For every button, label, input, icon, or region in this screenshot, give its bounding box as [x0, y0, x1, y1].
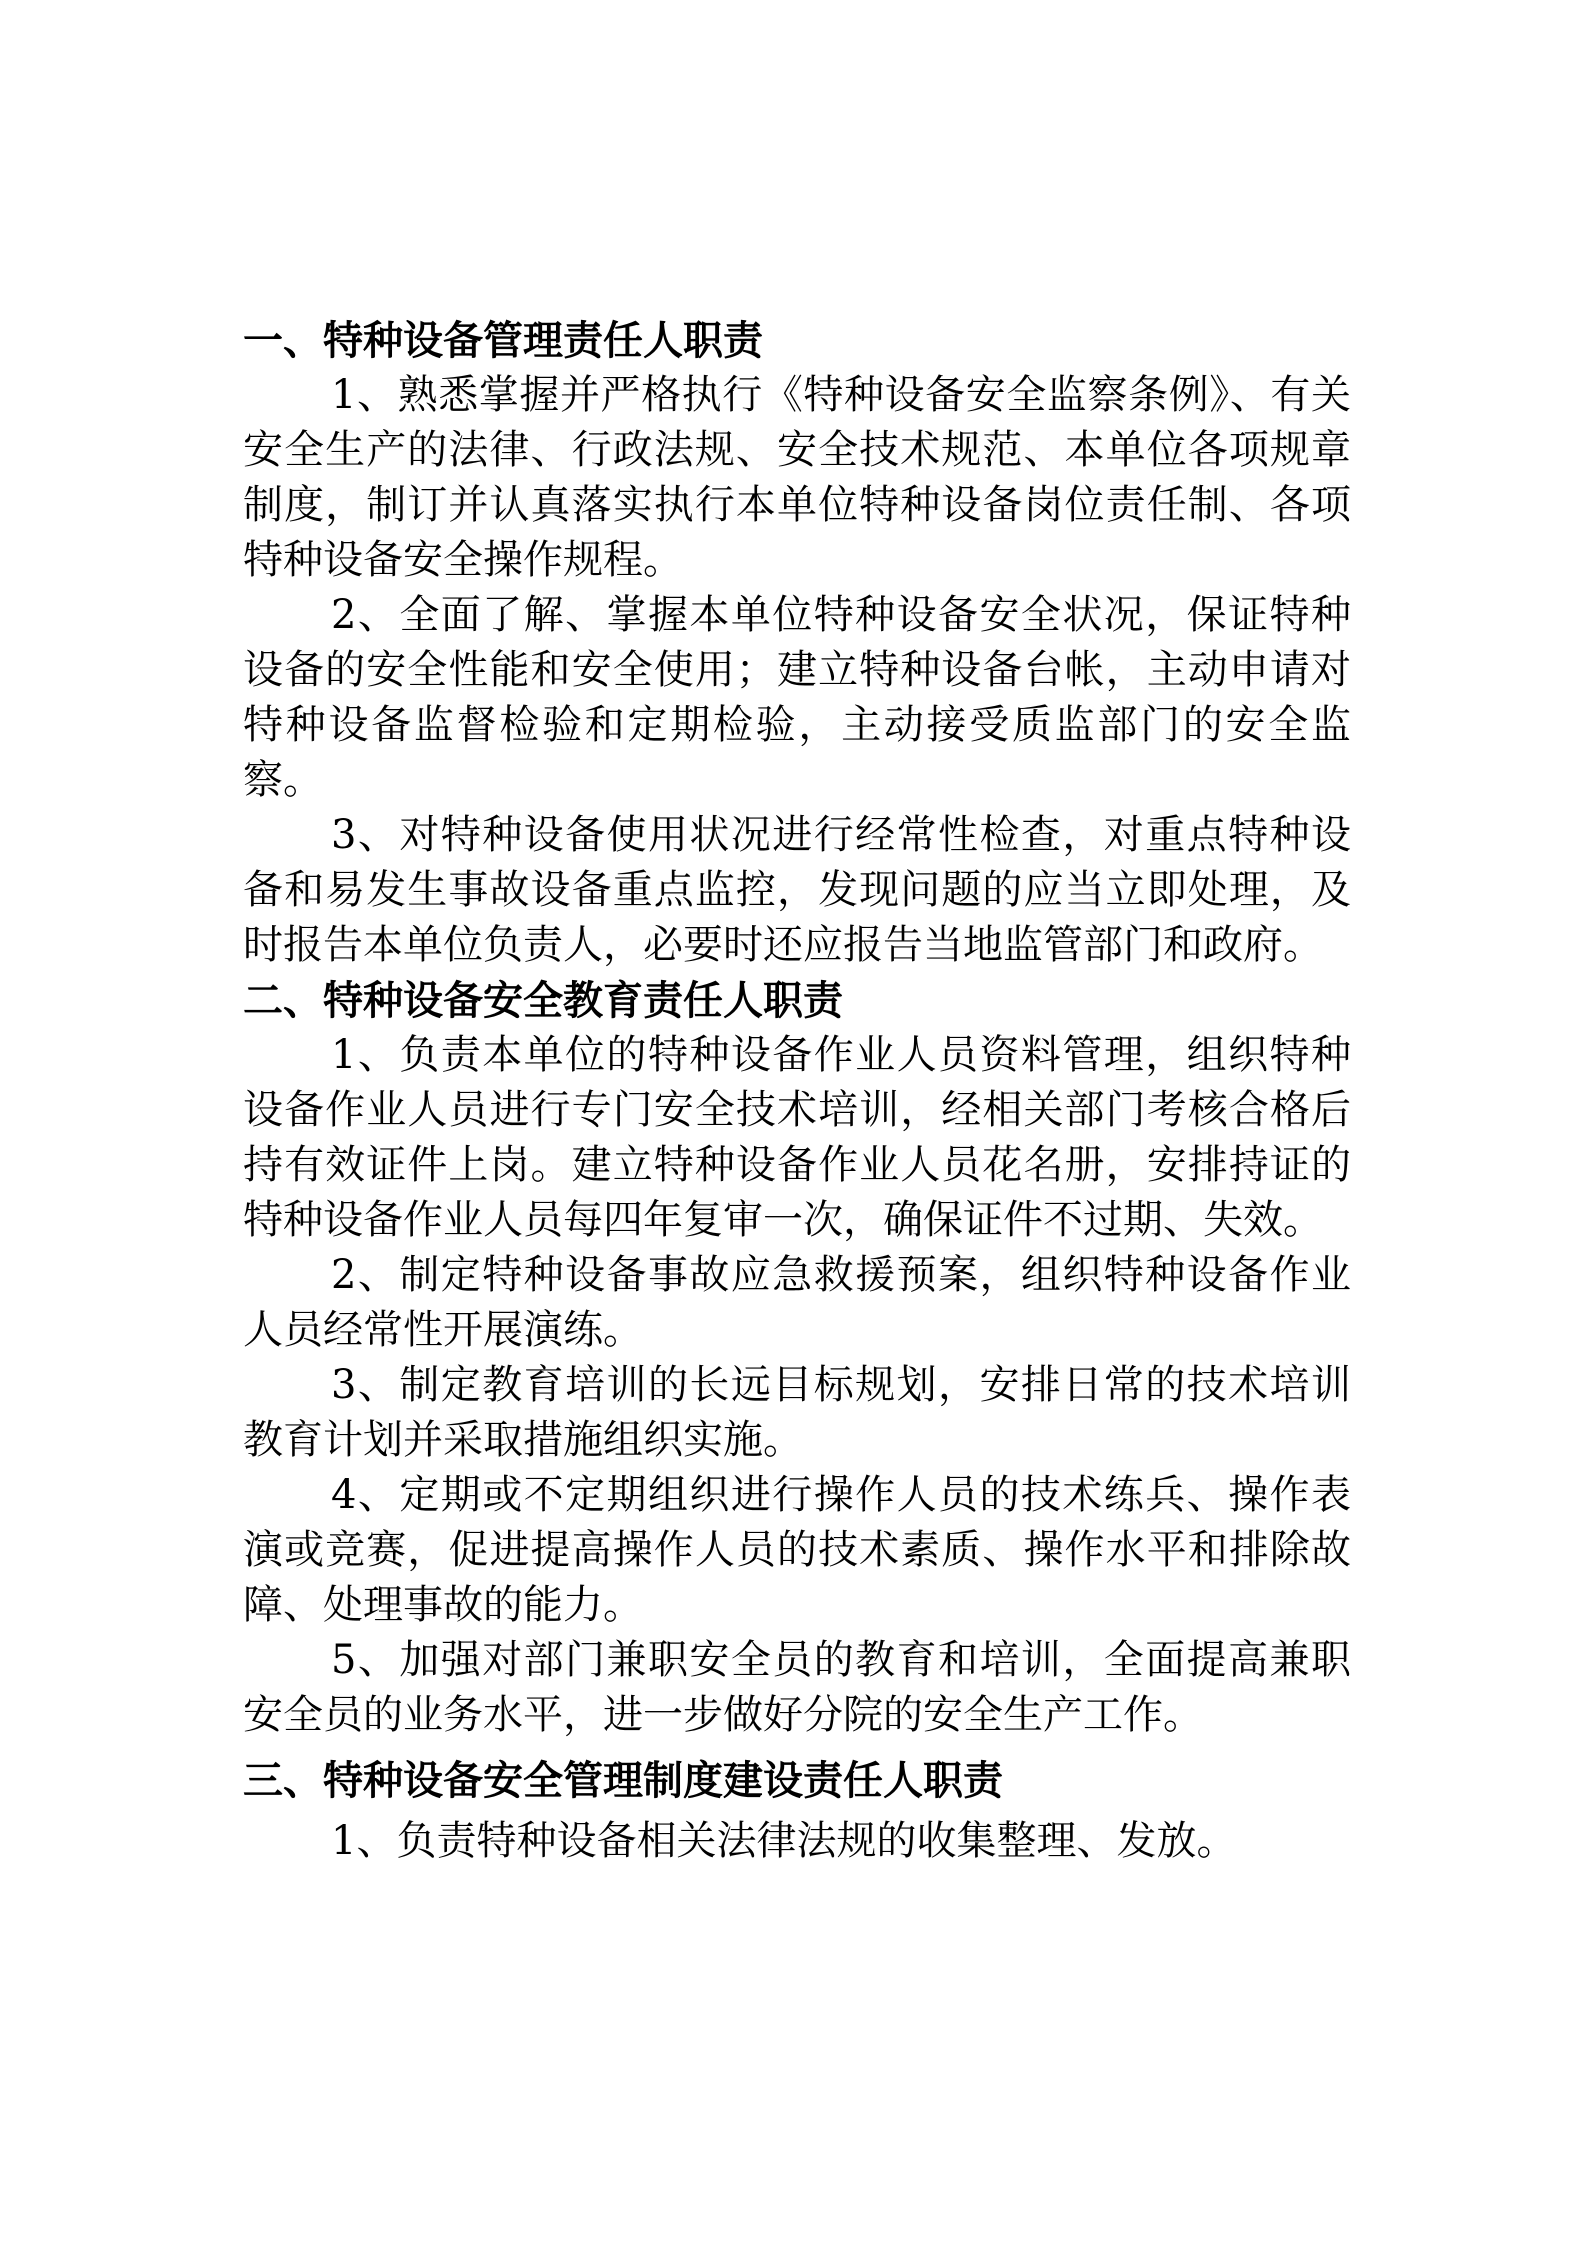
- section-2-item-5: 5、加强对部门兼职安全员的教育和培训，全面提高兼职安全员的业务水平，进一步做好分院的安全生产工作。: [243, 1637, 1351, 1738]
- section-2-item-4: 4、定期或不定期组织进行操作人员的技术练兵、操作表演或竞赛，促进提高操作人员的技术素质、操作水平和排除故障、处理事故的能力。: [243, 1472, 1351, 1628]
- section-1-heading: 一、特种设备管理责任人职责: [243, 317, 763, 364]
- section-2-heading: 二、特种设备安全教育责任人职责: [243, 977, 843, 1024]
- section-3-item-1: 1、负责特种设备相关法律法规的收集整理、发放。: [331, 1818, 1237, 1864]
- document-page: [243, 313, 1351, 1869]
- section-1-item-2: 2、全面了解、掌握本单位特种设备安全状况，保证特种设备的安全性能和安全使用；建立特种设备台帐，主动申请对特种设备监督检验和定期检验，主动接受质监部门的安全监察。: [243, 592, 1351, 803]
- section-1-item-1: 1、熟悉掌握并严格执行《特种设备安全监察条例》、有关安全生产的法律、行政法规、安全技术规范、本单位各项规章制度，制订并认真落实执行本单位特种设备岗位责任制、各项特种设备安全操作规程。: [243, 372, 1351, 583]
- section-2-item-3: 3、制定教育培训的长远目标规划，安排日常的技术培训教育计划并采取措施组织实施。: [243, 1362, 1351, 1463]
- section-1-item-3: 3、对特种设备使用状况进行经常性检查，对重点特种设备和易发生事故设备重点监控，发现问题的应当立即处理，及时报告本单位负责人，必要时还应报告当地监管部门和政府。: [243, 812, 1351, 968]
- section-2-item-1: 1、负责本单位的特种设备作业人员资料管理，组织特种设备作业人员进行专门安全技术培训，经相关部门考核合格后持有效证件上岗。建立特种设备作业人员花名册，安排持证的特种设备作业人员每四年复审一次，确保证件不过期、失效。: [243, 1032, 1351, 1243]
- section-3-heading: 三、特种设备安全管理制度建设责任人职责: [243, 1757, 1003, 1804]
- section-2-item-2: 2、制定特种设备事故应急救援预案，组织特种设备作业人员经常性开展演练。: [243, 1252, 1351, 1353]
